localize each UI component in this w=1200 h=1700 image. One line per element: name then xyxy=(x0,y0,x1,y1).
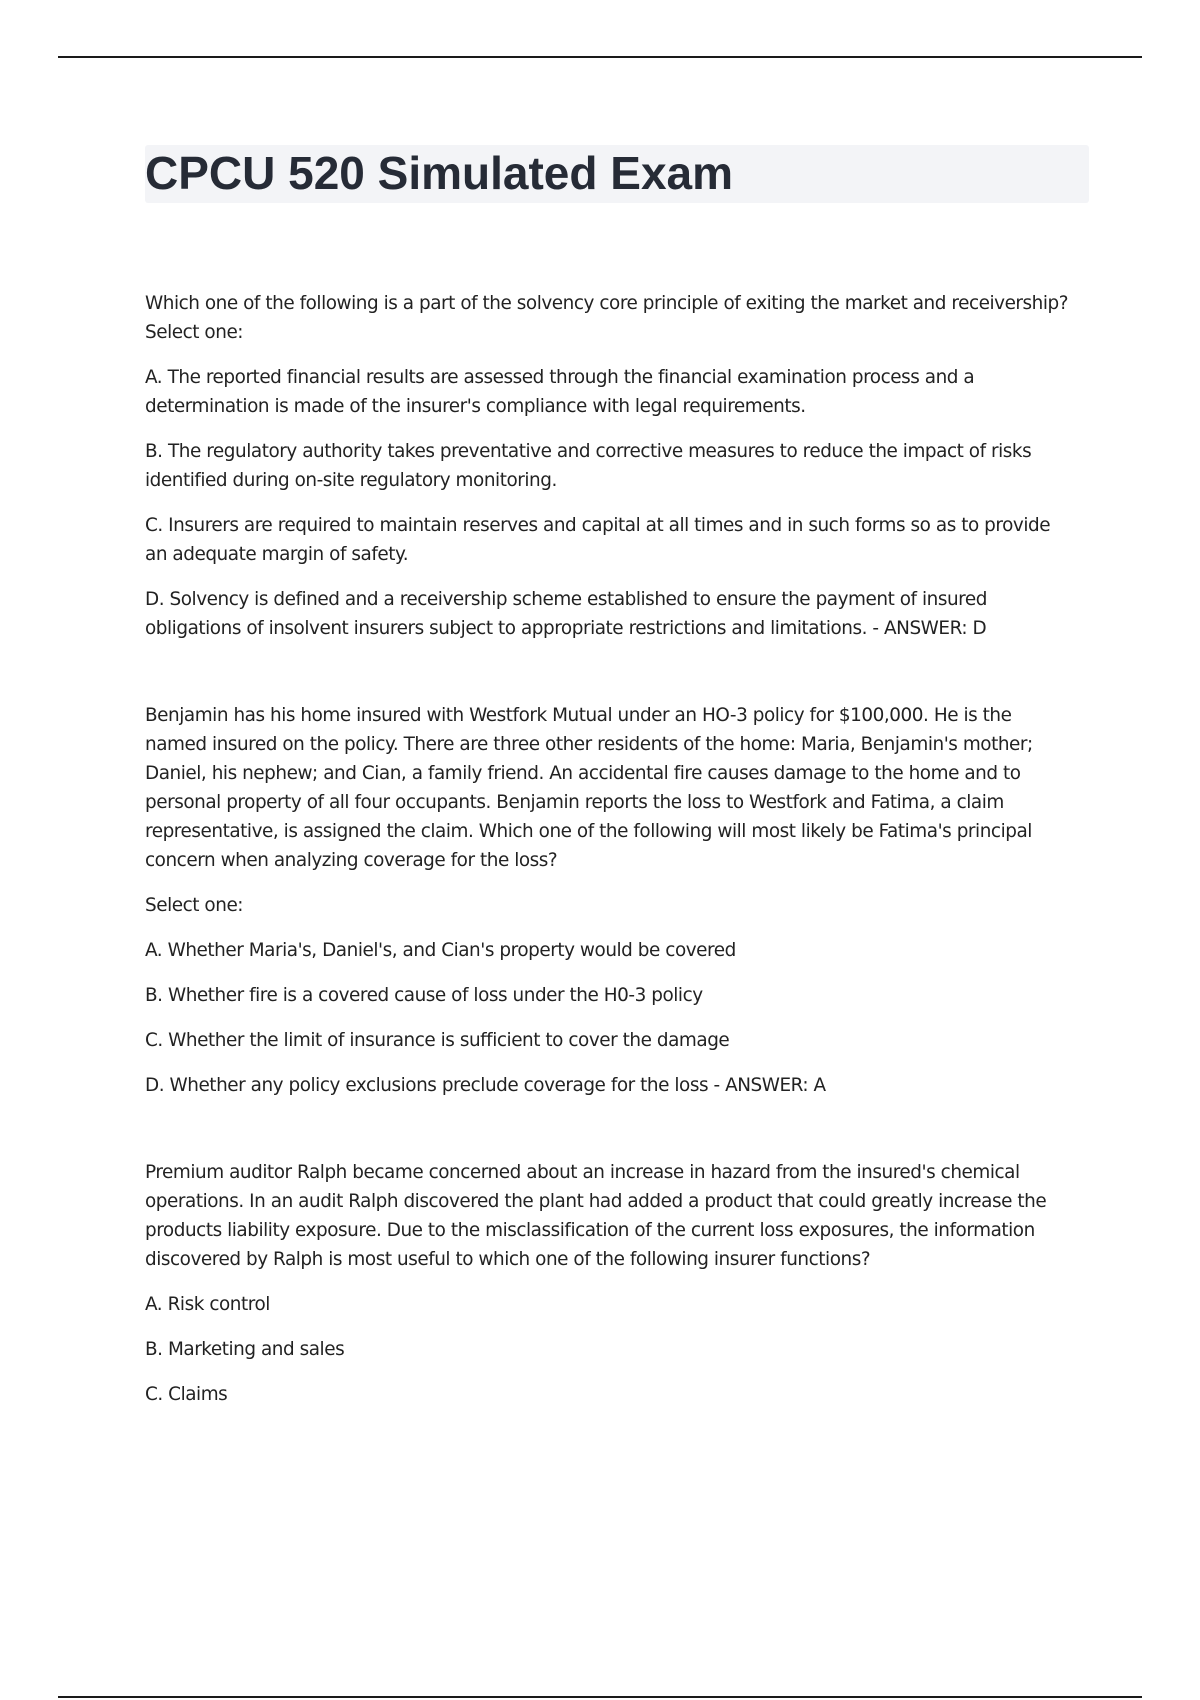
answer-option: B. The regulatory authority takes preventative and corrective measures to reduce the impact of risks identified during on-site regulatory monitoring. xyxy=(145,441,1032,491)
question-block xyxy=(145,1158,1077,1409)
answer-option: A. The reported financial results are assessed through the financial examination process and a determination is made of the insurer's compliance with legal requirements. xyxy=(145,367,975,417)
answer-option: A. Whether Maria's, Daniel's, and Cian's property would be covered xyxy=(145,940,736,961)
answer-option: B. Whether fire is a covered cause of loss under the H0-3 policy xyxy=(145,985,703,1006)
answer-option: C. Whether the limit of insurance is sufficient to cover the damage xyxy=(145,1030,730,1051)
select-instruction: Select one: xyxy=(145,895,244,916)
answer-option: C. Claims xyxy=(145,1384,228,1405)
answer-option: A. Risk control xyxy=(145,1294,270,1315)
answer-option: B. Marketing and sales xyxy=(145,1339,345,1360)
document-body xyxy=(145,289,1077,1409)
question-stem: Which one of the following is a part of the solvency core principle of exiting the market and receivership? Select one: xyxy=(145,293,1069,343)
answer-option: D. Whether any policy exclusions preclude coverage for the loss - ANSWER: A xyxy=(145,1075,826,1096)
top-rule xyxy=(58,56,1142,58)
question-block xyxy=(145,289,1077,643)
question-stem: Premium auditor Ralph became concerned about an increase in hazard from the insured's chemical operations. In an audit Ralph discovered the plant had added a product that could greatly increase the products liability exposure. Due to the misclassification of the current loss exposures, the information discovered by Ralph is most useful to which one of the following insurer functions? xyxy=(145,1162,1047,1270)
page-title: CPCU 520 Simulated Exam xyxy=(145,147,734,199)
question-stem: Benjamin has his home insured with Westfork Mutual under an HO-3 policy for $100,000. He is the named insured on the policy. There are three other residents of the home: Maria, Benjamin's mother; Daniel, his nephew; and Cian, a family friend. An accidental fire causes damage to the home and to personal property of all four occupants. Benjamin reports the loss to Westfork and Fatima, a claim representative, is assigned the claim. Which one of the following will most likely be Fatima's principal concern when analyzing coverage for the loss? xyxy=(145,705,1033,871)
question-block xyxy=(145,701,1077,1100)
bottom-rule xyxy=(58,1696,1142,1698)
answer-option: C. Insurers are required to maintain reserves and capital at all times and in such forms so as to provide an adequate margin of safety. xyxy=(145,515,1051,565)
answer-option: D. Solvency is defined and a receivership scheme established to ensure the payment of insured obligations of insolvent insurers subject to appropriate restrictions and limitations. - ANSWER: D xyxy=(145,589,987,639)
